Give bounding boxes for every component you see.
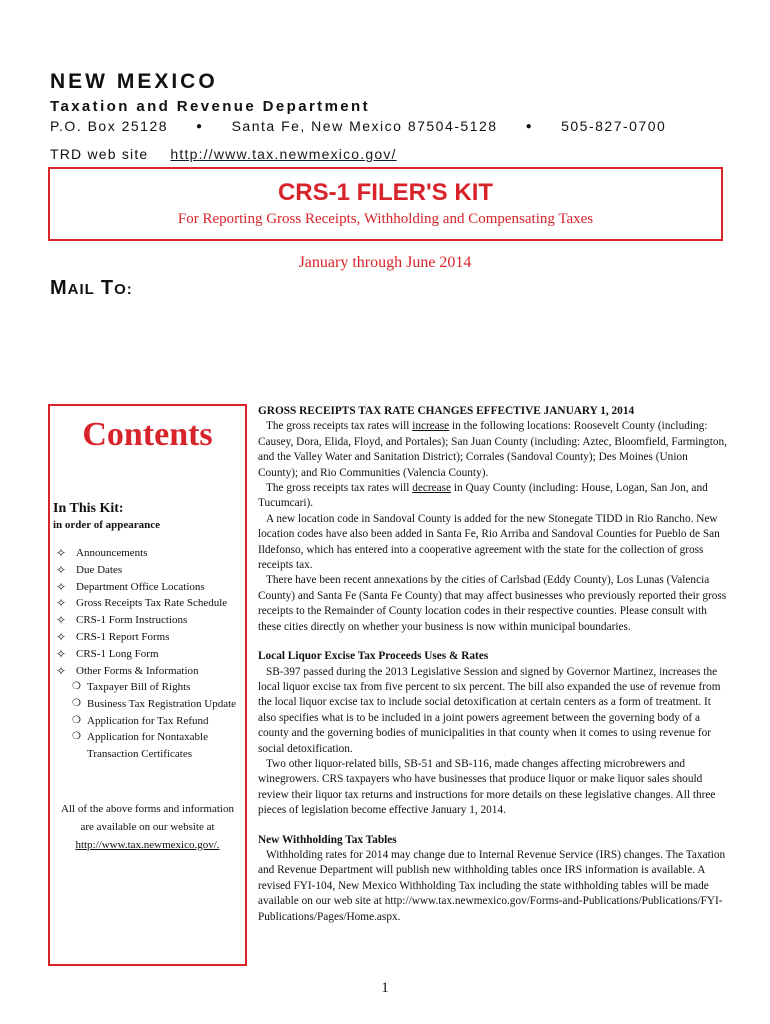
list-item: ❍ Application for Tax Refund <box>50 713 247 730</box>
announcements-column <box>258 404 728 925</box>
paragraph: The gross receipts tax rates will decrease in Quay County (including: House, Logan, San Jon, and Tucumcari). <box>258 482 708 510</box>
list-item: ✧ Due Dates <box>56 562 123 577</box>
paragraph: There have been recent annexations by the cities of Carlsbad (Eddy County), Los Lunas (Valencia County) and Santa Fe (Santa Fe County) that may affect businesses who previously reported their gross receipts to the Remainder of County location codes in their respective counties. Please consult with these cities directly on whether your business is now within municipal boundaries. <box>258 574 727 633</box>
bullet-icon: ● <box>196 121 204 132</box>
paragraph: SB-397 passed during the 2013 Legislative Session and signed by Governor Martinez, increases the local liquor excise tax from five percent to six percent. The bill also expanded the use of revenue from the local liquor excise tax to include social detoxification at certain centers as a form of treatment. It also specifies what is to be included in a joint powers agreement between the governing body of a county and the governing bodies of municipalities in that county when it comes to using revenue for social detoxification. <box>258 665 721 755</box>
list-item: ✧ Announcements <box>56 546 148 560</box>
kit-subtitle: For Reporting Gross Receipts, Withholding and Compensating Taxes <box>177 211 594 227</box>
website-link[interactable]: http://www.tax.newmexico.gov/ <box>170 146 397 162</box>
bullet-icon: ● <box>525 121 534 132</box>
sparkle-icon: ✧ <box>56 596 67 611</box>
address-line <box>50 118 666 134</box>
list-item: ❍ Taxpayer Bill of Rights <box>50 679 247 696</box>
availability-note: All of the above forms and information are available on our website at http://www.tax.newmexico.gov/. <box>61 803 234 851</box>
city-address: Santa Fe, New Mexico 87504-5128 <box>231 118 498 134</box>
circle-icon: ❍ <box>72 731 81 743</box>
org-name: NEW MEXICO <box>50 70 218 93</box>
sparkle-icon: ✧ <box>56 579 67 594</box>
list-item: ✧ Department Office Locations <box>56 579 205 594</box>
sparkle-icon: ✧ <box>56 546 67 560</box>
list-item: ✧ Gross Receipts Tax Rate Schedule <box>56 596 228 611</box>
sparkle-icon: ✧ <box>56 663 67 678</box>
other-forms-list <box>50 679 247 763</box>
list-item: ✧ CRS-1 Form Instructions <box>56 613 188 628</box>
sparkle-icon: ✧ <box>56 646 67 661</box>
list-item: ❍ Business Tax Registration Update <box>50 696 247 713</box>
circle-icon: ❍ <box>72 714 81 726</box>
contents-list <box>50 545 247 679</box>
kit-subheading: in order of appearance <box>53 519 161 531</box>
kit-heading: In This Kit: <box>53 501 124 516</box>
list-item: ✧ CRS-1 Report Forms <box>56 629 170 644</box>
department-name: Taxation and Revenue Department <box>50 98 371 115</box>
title-box <box>48 167 723 241</box>
contents-title: Contents <box>82 416 213 453</box>
circle-icon: ❍ <box>72 681 81 692</box>
mail-to-label: MAIL TO: <box>50 277 133 299</box>
sparkle-icon: ✧ <box>56 629 67 644</box>
page-number: 1 <box>381 980 389 996</box>
phone-number: 505-827-0700 <box>561 118 667 134</box>
website-label: TRD web site <box>50 146 149 162</box>
po-box: P.O. Box 25128 <box>50 118 169 134</box>
period-text: January through June 2014 <box>298 254 472 271</box>
paragraph: Two other liquor-related bills, SB-51 and SB-116, made changes affecting microbrewers and winegrowers. CRS taxpayers who have businesses that produce liquor or make liquor sales should review their liquor tax returns and instructions for more details on these legislative changes. All three pieces of legislation become effective January 1, 2014. <box>258 757 716 817</box>
kit-title: CRS-1 FILER'S KIT <box>277 179 494 206</box>
website-row <box>50 146 397 162</box>
list-item: ✧ Other Forms & Information <box>56 663 199 678</box>
section-heading: New Withholding Tax Tables <box>258 833 397 846</box>
sparkle-icon: ✧ <box>56 613 67 628</box>
section-heading: GROSS RECEIPTS TAX RATE CHANGES EFFECTIVE JANUARY 1, 2014 <box>258 405 635 417</box>
paragraph: The gross receipts tax rates will increase in the following locations: Roosevelt County (including: Causey, Dora, Elida, Floyd, and Portales); San Juan County (including: Aztec, Bloomfield, Farmington, and the Valley Water and Sanitation District); Corrales (Sandoval County); Des Moines (Union County); and Rio Communities (Valencia County). <box>258 420 727 479</box>
website-link[interactable]: http://www.tax.newmexico.gov/. <box>75 839 220 851</box>
sparkle-icon: ✧ <box>56 562 67 577</box>
list-item: ❍ Application for Nontaxable Transaction Certificates <box>72 731 208 761</box>
contents-box <box>48 404 247 966</box>
list-item: ✧ CRS-1 Long Form <box>56 646 159 661</box>
paragraph: A new location code in Sandoval County is added for the new Stonegate TIDD in Rio Rancho. New location codes have also been added in Santa Fe, Rio Arriba and Sandoval Counties for Pueblo de San Ildefonso, which has entered into a cooperative agreement with the state for the collection of gross receipts tax. <box>258 512 720 572</box>
paragraph: Withholding rates for 2014 may change due to Internal Revenue Service (IRS) changes. The Taxation and Revenue Department will publish new withholding tables once IRS information is available. A revised FYI-104, New Mexico Withholding Tax including the state withholding tables will be made available on our web site at http://www.tax.newmexico.gov/Forms-and-Publications/Publications/FYI-Publications/Pages/Home.aspx. <box>258 848 726 923</box>
circle-icon: ❍ <box>72 697 81 709</box>
section-heading: Local Liquor Excise Tax Proceeds Uses & Rates <box>258 650 489 663</box>
